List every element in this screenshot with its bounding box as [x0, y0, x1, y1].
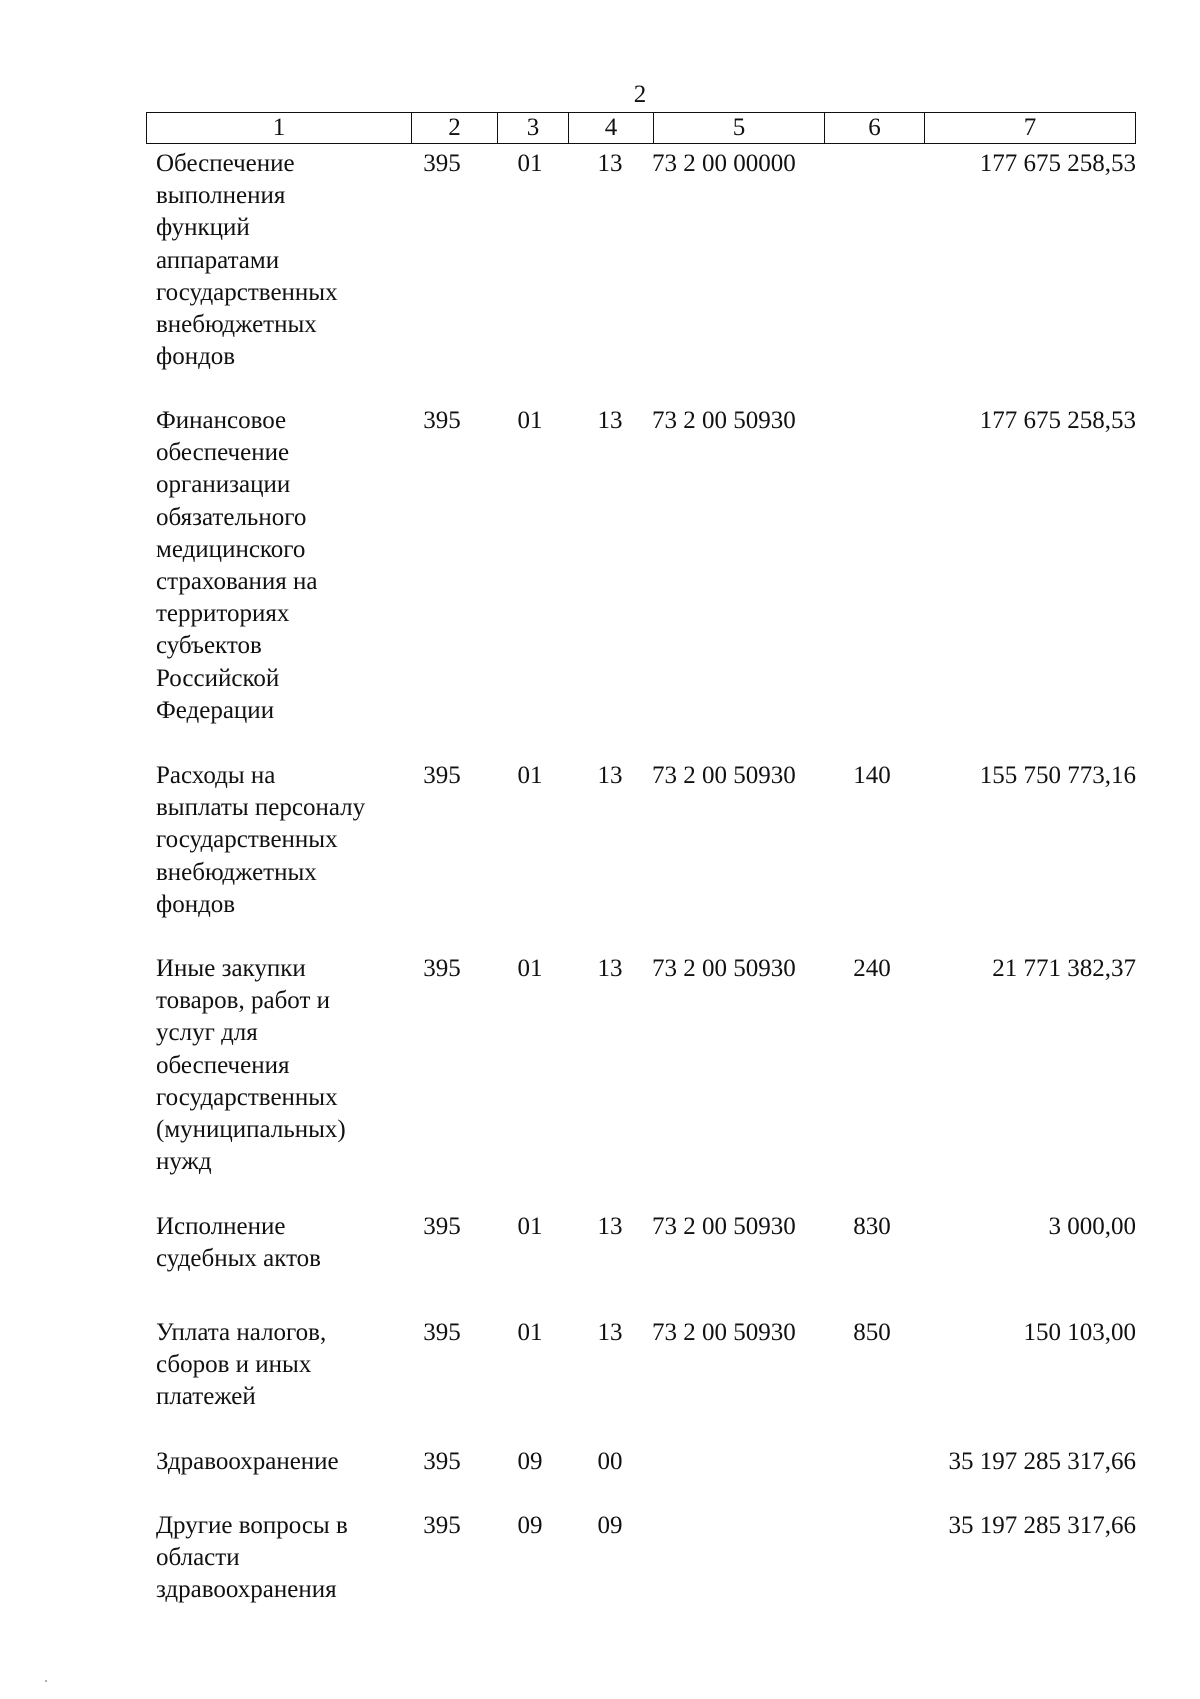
row-csr: 73 2 00 50930	[652, 955, 796, 982]
row-rz: 01	[517, 1319, 543, 1346]
row-pr: 13	[597, 1213, 623, 1240]
row-csr: 73 2 00 50930	[652, 407, 796, 434]
row-ved: 395	[423, 407, 461, 434]
header-col-4: 4	[569, 113, 654, 144]
row-rz: 01	[517, 407, 543, 434]
row-csr: 73 2 00 50930	[652, 762, 796, 789]
row-ved: 395	[423, 1213, 461, 1240]
row-name: Иные закупки товаров, работ и услуг для обеспечения государственных (муниципальных) нужд	[156, 955, 346, 1176]
row-vr: 830	[853, 1213, 891, 1240]
row-rz: 01	[517, 762, 543, 789]
row-ved: 395	[423, 150, 461, 177]
row-csr: 73 2 00 00000	[652, 150, 796, 177]
row-rz: 01	[517, 955, 543, 982]
row-vr: 850	[853, 1319, 891, 1346]
row-rz: 09	[517, 1448, 543, 1475]
row-pr: 09	[597, 1512, 623, 1539]
row-name: Исполнение судебных актов	[156, 1213, 321, 1273]
row-pr: 13	[597, 407, 623, 434]
row-name: Финансовое обеспечение организации обязательного медицинского страхования на территориях субъектов Российской Федерации	[156, 407, 318, 724]
row-sum: 21 771 382,37	[992, 955, 1136, 982]
row-name: Обеспечение выполнения функций аппаратами государственных внебюджетных фондов	[156, 150, 338, 371]
row-csr: 73 2 00 50930	[652, 1213, 796, 1240]
row-name: Другие вопросы в области здравоохранения	[156, 1512, 348, 1604]
row-ved: 395	[423, 1319, 461, 1346]
row-sum: 155 750 773,16	[979, 762, 1136, 789]
row-sum: 150 103,00	[1023, 1319, 1136, 1346]
row-name: Расходы на выплаты персоналу государственных внебюджетных фондов	[156, 762, 366, 918]
row-csr: 73 2 00 50930	[652, 1319, 796, 1346]
row-ved: 395	[423, 955, 461, 982]
row-pr: 13	[597, 955, 623, 982]
row-sum: 177 675 258,53	[979, 150, 1136, 177]
row-pr: 13	[597, 150, 623, 177]
row-pr: 13	[597, 1319, 623, 1346]
row-pr: 13	[597, 762, 623, 789]
row-sum: 35 197 285 317,66	[948, 1448, 1136, 1475]
scan-speck	[45, 1680, 47, 1682]
header-col-7: 7	[925, 113, 1136, 144]
header-col-6: 6	[825, 113, 925, 144]
row-ved: 395	[423, 762, 461, 789]
row-sum: 3 000,00	[1048, 1213, 1136, 1240]
header-col-1: 1	[147, 113, 412, 144]
row-sum: 35 197 285 317,66	[948, 1512, 1136, 1539]
header-col-2: 2	[412, 113, 498, 144]
row-ved: 395	[423, 1512, 461, 1539]
header-col-5: 5	[654, 113, 825, 144]
header-col-3: 3	[498, 113, 569, 144]
page-number: 2	[633, 81, 647, 108]
row-name: Здравоохранение	[156, 1448, 339, 1475]
row-name: Уплата налогов, сборов и иных платежей	[156, 1319, 327, 1411]
row-vr: 140	[853, 762, 891, 789]
row-rz: 01	[517, 150, 543, 177]
row-pr: 00	[597, 1448, 623, 1475]
row-rz: 01	[517, 1213, 543, 1240]
row-sum: 177 675 258,53	[979, 407, 1136, 434]
row-ved: 395	[423, 1448, 461, 1475]
row-rz: 09	[517, 1512, 543, 1539]
row-vr: 240	[853, 955, 891, 982]
